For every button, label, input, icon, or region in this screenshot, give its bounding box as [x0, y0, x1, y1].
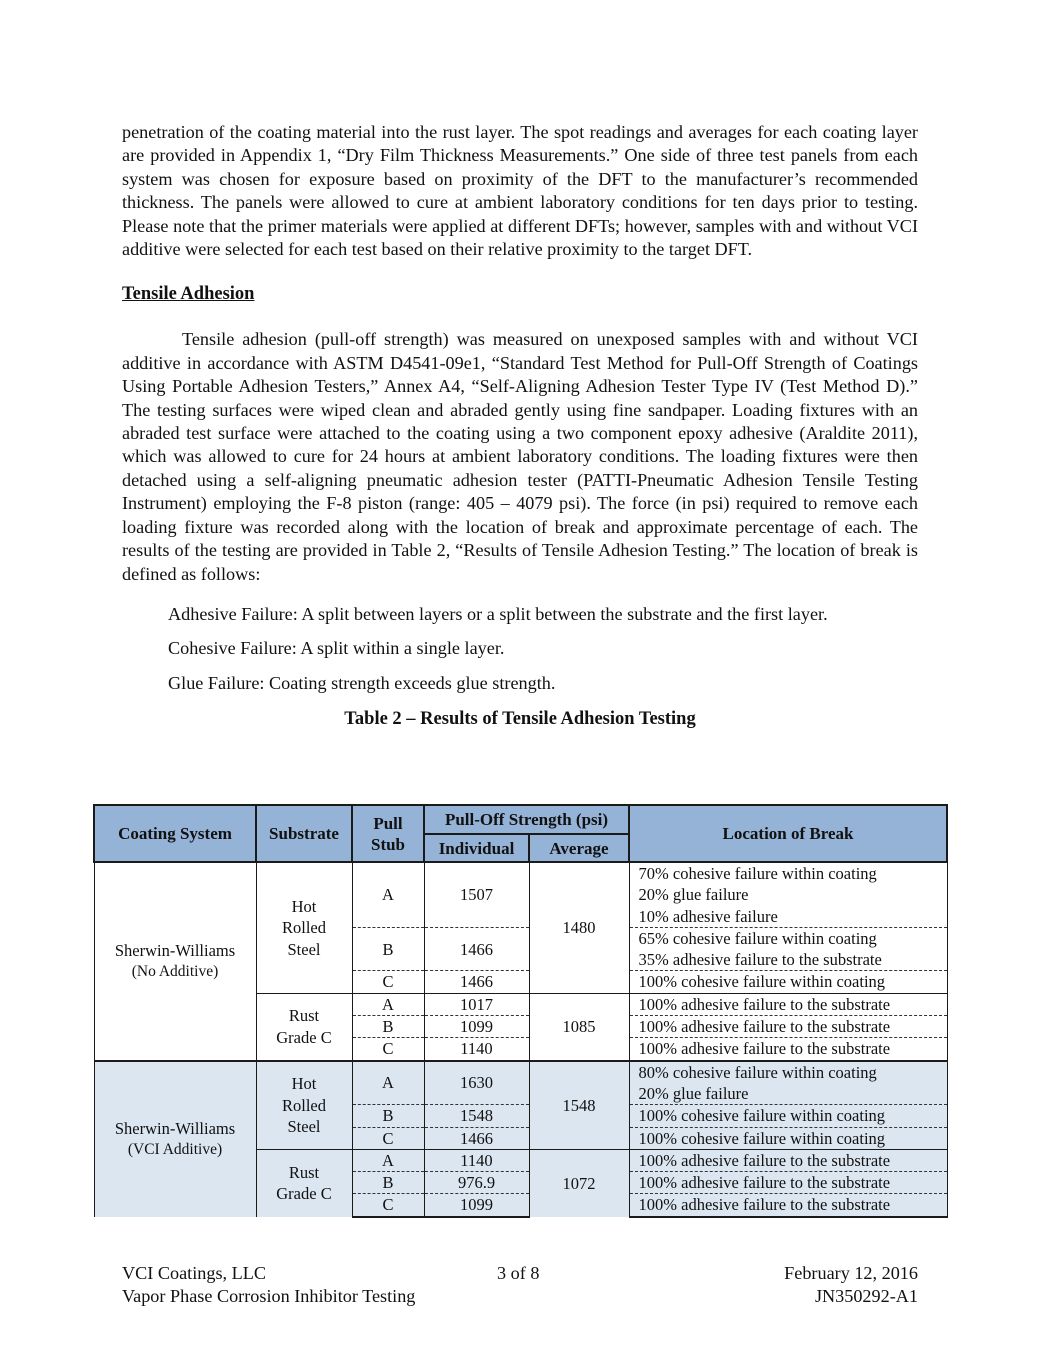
average-cell: 1085 [529, 993, 629, 1060]
coating-system-name: Sherwin-Williams [114, 1118, 236, 1138]
individual-cell: 1507 [424, 862, 529, 927]
individual-cell: 1548 [424, 1105, 529, 1127]
header-average: Average [529, 834, 629, 862]
substrate-cell [256, 993, 352, 1060]
break-cell: 100% adhesive failure to the substrate [629, 1172, 947, 1194]
section-heading: Tensile Adhesion [122, 284, 255, 305]
individual-cell: 1466 [424, 927, 529, 971]
substrate-line: Rust [288, 1006, 320, 1026]
stub-cell: B [352, 1016, 424, 1038]
stub-cell: A [352, 1149, 424, 1171]
break-cell: 100% adhesive failure to the substrate [629, 1149, 947, 1171]
substrate-cell [256, 1149, 352, 1216]
document-page [122, 121, 918, 730]
individual-cell: 1466 [424, 1127, 529, 1149]
definition-glue: Glue Failure: Coating strength exceeds glue strength. [168, 672, 556, 693]
break-cell: 100% cohesive failure within coating [629, 1127, 947, 1149]
system-no-additive [94, 862, 947, 1061]
header-location-of-break: Location of Break [629, 805, 947, 862]
break-cell [629, 1061, 947, 1105]
coating-system-note: (No Additive) [131, 963, 219, 981]
break-cell: 100% adhesive failure to the substrate [629, 1016, 947, 1038]
break-line: 20% glue failure [638, 885, 749, 905]
table-row [94, 862, 947, 927]
header-pull-label: Pull [373, 813, 403, 833]
table-row [94, 1061, 947, 1105]
substrate-cell [256, 862, 352, 993]
footer-job-number: JN350292-A1 [814, 1286, 918, 1306]
individual-cell: 976.9 [424, 1172, 529, 1194]
substrate-line: Hot [291, 896, 317, 916]
footer-company: VCI Coatings, LLC [122, 1263, 266, 1283]
break-definitions [122, 603, 918, 695]
average-cell: 1548 [529, 1061, 629, 1150]
break-cell: 100% adhesive failure to the substrate [629, 1194, 947, 1217]
individual-cell: 1099 [424, 1194, 529, 1217]
individual-cell: 1140 [424, 1038, 529, 1061]
stub-cell: A [352, 1061, 424, 1105]
header-pull-stub [352, 805, 424, 862]
break-cell: 100% adhesive failure to the substrate [629, 1038, 947, 1061]
break-cell: 100% adhesive failure to the substrate [629, 993, 947, 1015]
results-table [93, 804, 948, 1218]
stub-cell: C [352, 1127, 424, 1149]
break-cell: 100% cohesive failure within coating [629, 971, 947, 993]
footer-project: Vapor Phase Corrosion Inhibitor Testing [122, 1286, 416, 1306]
break-line: 80% cohesive failure within coating [638, 1062, 877, 1082]
break-line: 65% cohesive failure within coating [638, 928, 877, 948]
stub-cell: C [352, 971, 424, 993]
table-caption: Table 2 – Results of Tensile Adhesion Testing [344, 709, 696, 730]
break-line: 20% glue failure [638, 1083, 749, 1103]
break-cell: 100% cohesive failure within coating [629, 1105, 947, 1127]
average-cell: 1072 [529, 1149, 629, 1216]
break-line: 70% cohesive failure within coating [638, 864, 877, 883]
footer-date: February 12, 2016 [784, 1263, 918, 1283]
definition-adhesive: Adhesive Failure: A split between layers or a split between the substrate and the first layer. [168, 603, 828, 624]
method-paragraph: Tensile adhesion (pull-off strength) was measured on unexposed samples with and without VCI additive in accordance with ASTM D4541-09e1, “Standard Test Method for Pull-Off Strength of Coatings Using Portable Adhesion Testers,” Annex A4, “Self-Aligning Adhesion Tester Type IV (Test Method D).” The testing surfaces were wiped clean and abraded gently using fine sandpaper. Loading fixtures with an abraded test surface were attached to the coating using a two component epoxy adhesive (Araldite 2011), which was allowed to cure for 24 hours at ambient laboratory conditions. The loading fixtures were then detached using a self-aligning pneumatic adhesion tester (PATTI-Pneumatic Adhesion Tensile Testing Instrument) employing the F-8 piston (range: 405 – 4079 psi). The force (in psi) required to remove each loading fixture was recorded along with the location of break and approximate percentage of each. The results of the testing are provided in Table 2, “Results of Tensile Adhesion Testing.” The location of break is defined as follows: [122, 329, 918, 584]
intro-paragraph: penetration of the coating material into the rust layer. The spot readings and averages for each coating layer are provided in Appendix 1, “Dry Film Thickness Measurements.” One side of three test panels from each system was chosen for exposure based on proximity of the DFT to the manufacturer’s recommended thickness. The panels were allowed to cure at ambient laboratory conditions for ten days prior to testing. Please note that the primer materials were applied at different DFTs; however, samples with and without VCI additive were selected for each test based on their relative proximity to the target DFT. [122, 122, 918, 260]
footer-page-number: 3 of 8 [497, 1263, 540, 1283]
break-cell [629, 862, 947, 927]
substrate-line: Rolled [282, 918, 326, 938]
individual-cell: 1140 [424, 1149, 529, 1171]
header-individual: Individual [424, 834, 529, 862]
system-vci-additive [94, 1061, 947, 1217]
coating-system-cell [94, 862, 256, 1061]
header-coating-system: Coating System [94, 805, 256, 862]
page-footer [122, 1262, 918, 1308]
substrate-cell [256, 1061, 352, 1150]
break-line: 10% adhesive failure [638, 906, 778, 926]
substrate-line: Steel [287, 939, 321, 959]
header-stub-label: Stub [370, 834, 406, 854]
stub-cell: B [352, 1172, 424, 1194]
break-line: 35% adhesive failure to the substrate [638, 950, 882, 970]
definition-cohesive: Cohesive Failure: A split within a single layer. [168, 638, 505, 659]
stub-cell: B [352, 1105, 424, 1127]
stub-cell: A [352, 993, 424, 1015]
average-cell: 1480 [529, 862, 629, 993]
stub-cell: C [352, 1038, 424, 1061]
substrate-line: Grade C [276, 1184, 332, 1204]
substrate-line: Grade C [276, 1027, 332, 1047]
individual-cell: 1630 [424, 1061, 529, 1105]
coating-system-note: (VCI Additive) [127, 1141, 223, 1159]
individual-cell: 1466 [424, 971, 529, 993]
coating-system-cell [94, 1061, 256, 1217]
substrate-line: Rust [288, 1163, 320, 1182]
stub-cell: B [352, 927, 424, 971]
stub-cell: C [352, 1194, 424, 1217]
break-cell [629, 927, 947, 971]
substrate-line: Hot [291, 1074, 317, 1094]
substrate-line: Steel [287, 1116, 321, 1136]
substrate-line: Rolled [282, 1095, 326, 1115]
header-substrate: Substrate [256, 805, 352, 862]
header-pull-off-strength: Pull-Off Strength (psi) [424, 805, 629, 834]
individual-cell: 1017 [424, 993, 529, 1015]
coating-system-name: Sherwin-Williams [114, 941, 236, 961]
stub-cell: A [352, 862, 424, 927]
individual-cell: 1099 [424, 1016, 529, 1038]
